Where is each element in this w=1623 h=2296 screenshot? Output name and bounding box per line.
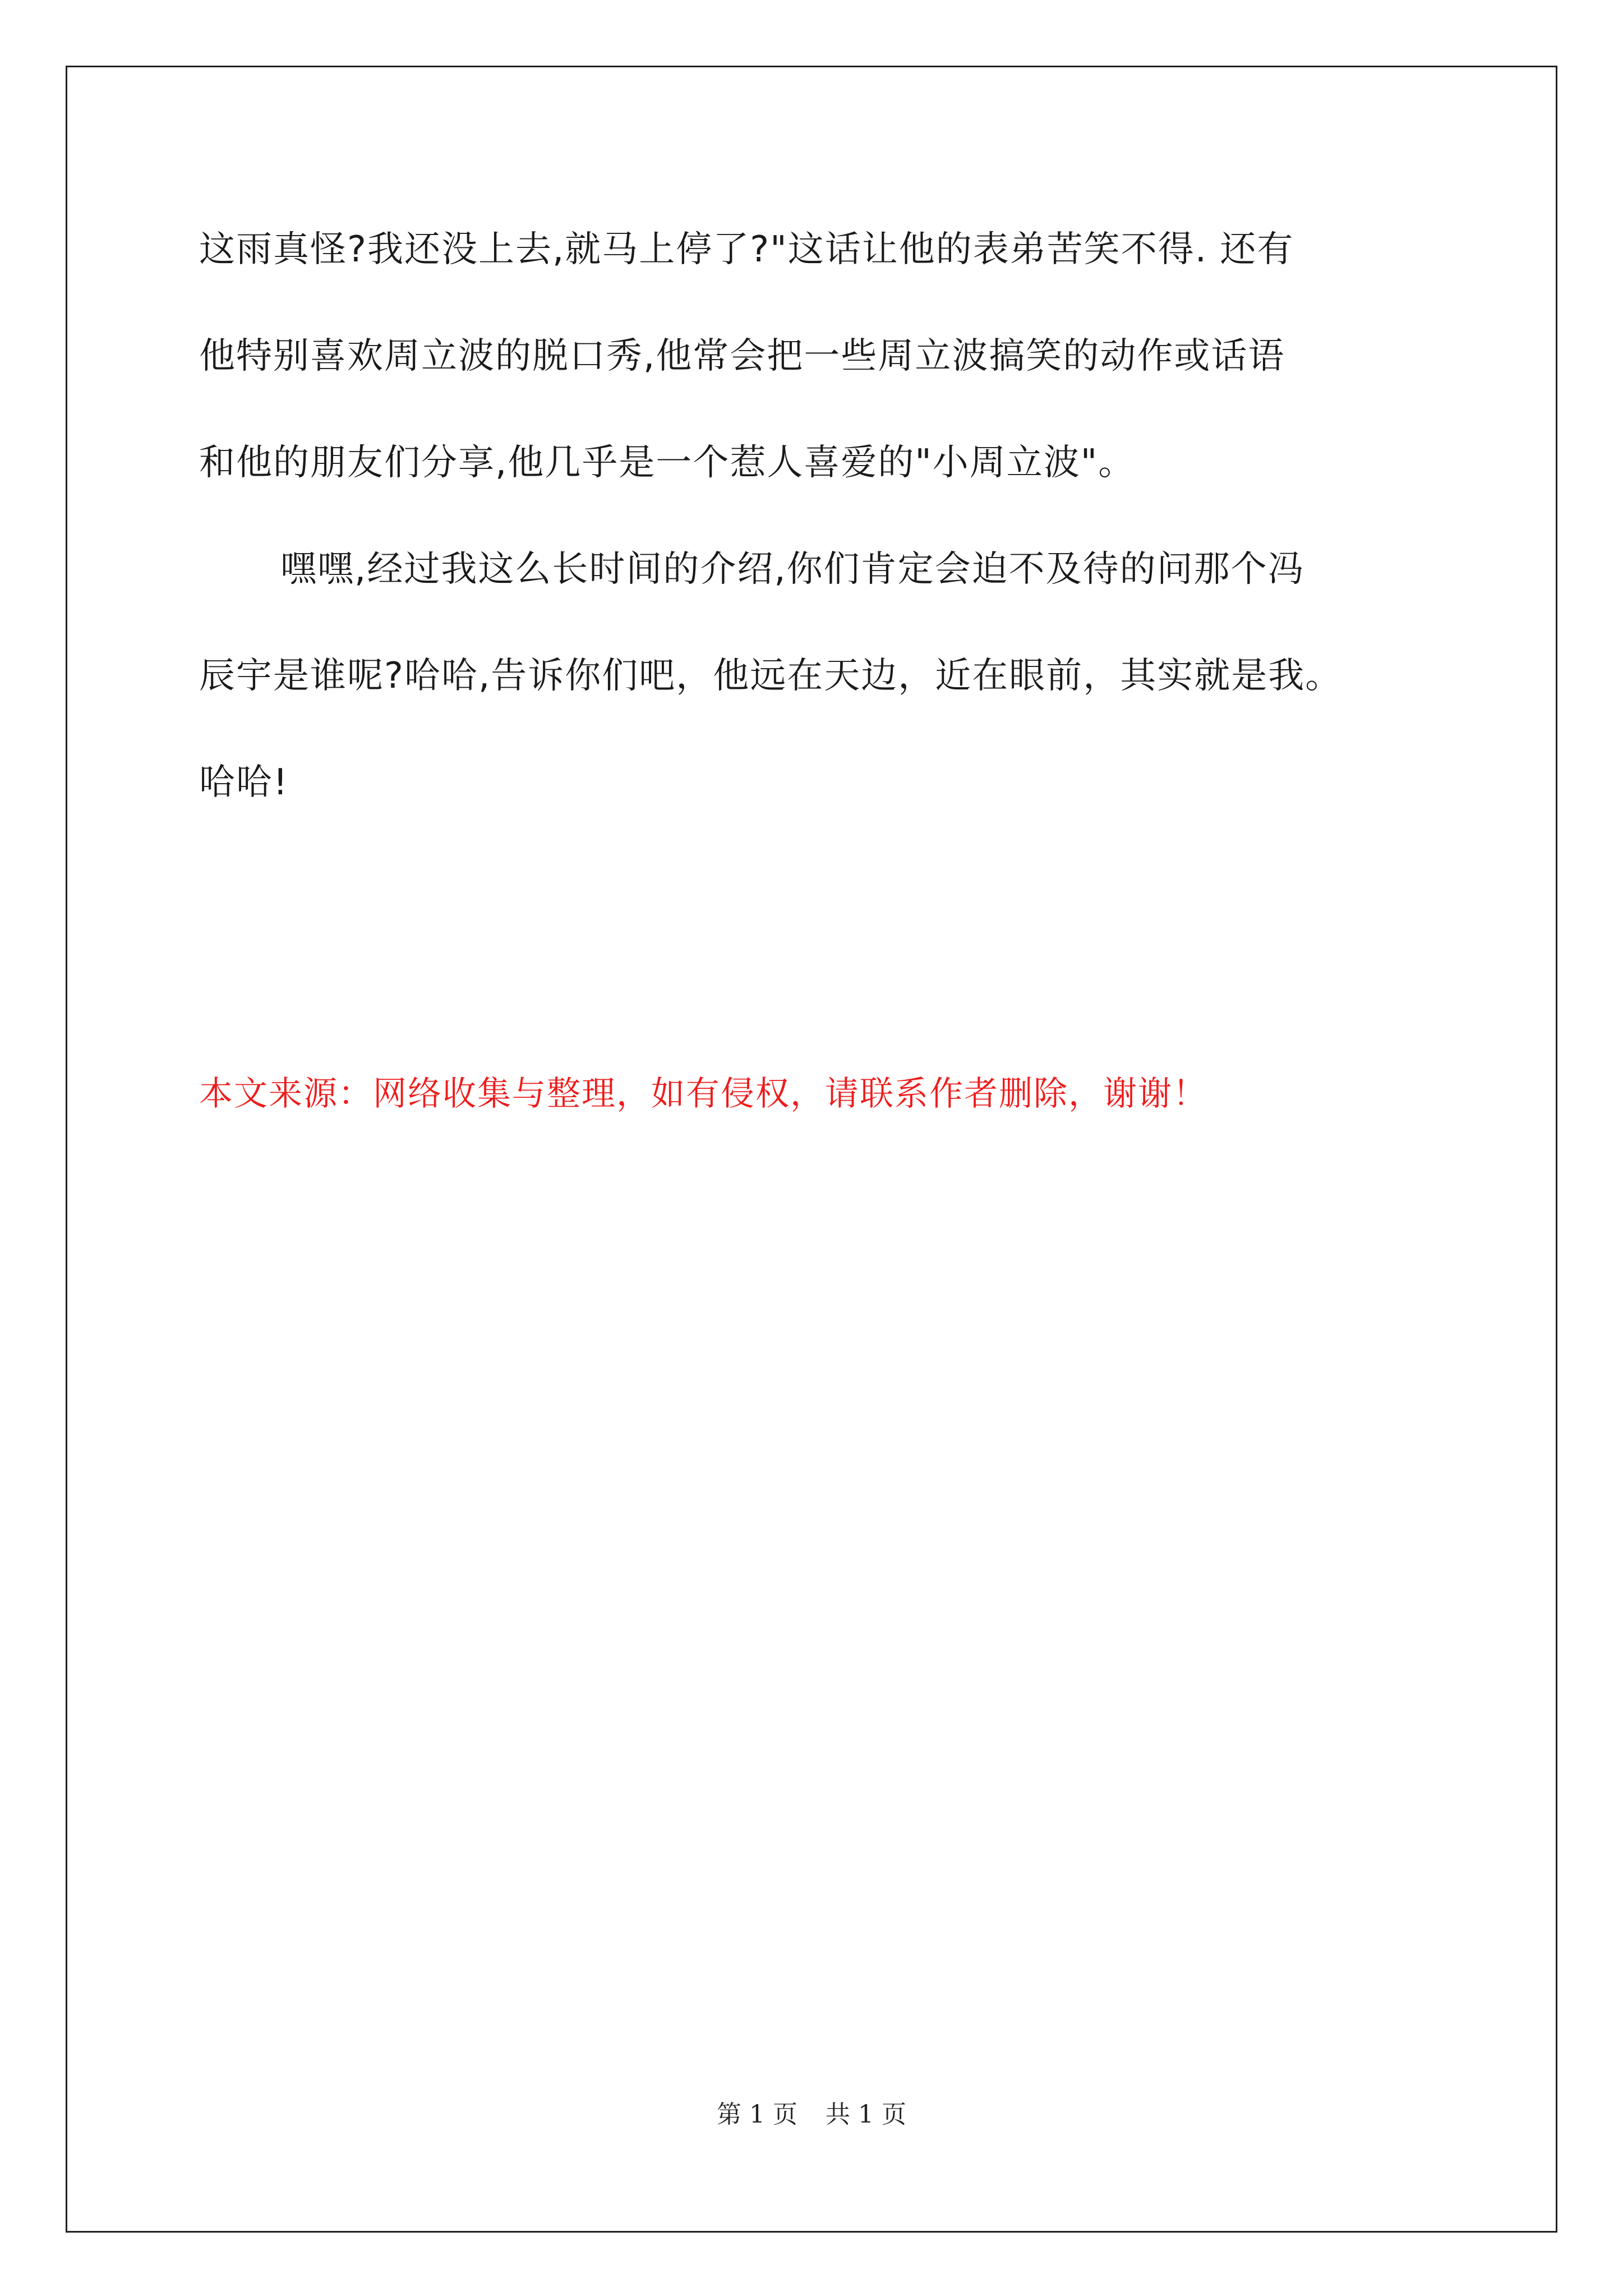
page-number-total: 共 1 页	[826, 2100, 906, 2129]
body-line-6: 哈哈!	[199, 762, 289, 803]
page-border	[66, 66, 1557, 2233]
body-line-2: 他特别喜欢周立波的脱口秀,他常会把一些周立波搞笑的动作或话语	[199, 335, 1285, 377]
body-line-3: 和他的朋友们分享,他几乎是一个惹人喜爱的"小周立波"。	[199, 442, 1136, 484]
page-number-current: 第 1 页	[717, 2100, 797, 2129]
body-line-1: 这雨真怪?我还没上去,就马上停了?"这话让他的表弟苦笑不得. 还有	[199, 229, 1294, 270]
page-footer	[0, 2098, 1623, 2132]
body-line-5: 辰宇是谁呢?哈哈,告诉你们吧，他远在天边，近在眼前，其实就是我。	[199, 655, 1343, 697]
body-line-4: 嘿嘿,经过我这么长时间的介绍,你们肯定会迫不及待的问那个冯	[280, 549, 1305, 590]
source-note: 本文来源：网络收集与整理，如有侵权，请联系作者删除，谢谢！	[199, 1074, 1207, 1114]
